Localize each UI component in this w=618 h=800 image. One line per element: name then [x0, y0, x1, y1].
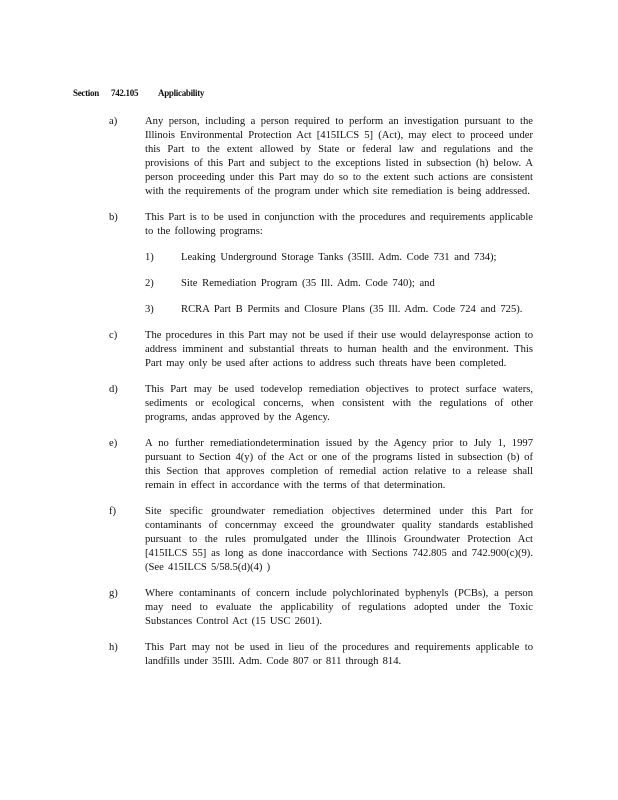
subsection-c	[0, 329, 618, 371]
program-number: 3)	[145, 304, 154, 315]
subsection-e	[0, 437, 618, 493]
subsection-f	[0, 505, 618, 575]
program-item	[0, 251, 618, 265]
subsection-letter: d)	[109, 384, 118, 395]
subsection-text: This Part may be used todevelop remediation objectives to protect surface waters, sediments or ecological concerns, when consistent with the regulations of other programs, andas approved by the Agency.	[145, 384, 533, 423]
subsection-b	[0, 211, 618, 317]
subsection-a	[0, 115, 618, 199]
subsection-list	[0, 115, 618, 681]
program-item	[0, 277, 618, 291]
subsection-letter: c)	[109, 330, 118, 341]
subsection-g	[0, 587, 618, 629]
subsection-d	[0, 383, 618, 425]
subsection-letter: b)	[109, 212, 118, 223]
subsection-text: This Part is to be used in conjunction with the procedures and requirements applicable to the following programs:	[145, 212, 533, 237]
program-text: Site Remediation Program (35 Ill. Adm. Code 740); and	[181, 278, 435, 289]
program-text: Leaking Underground Storage Tanks (35Ill. Adm. Code 731 and 734);	[181, 252, 497, 263]
program-number: 1)	[145, 252, 154, 263]
subsection-text: Where contaminants of concern include polychlorinated byphenyls (PCBs), a person may need to evaluate the applicability of regulations adopted under the Toxic Substances Control Act (15 USC 2601).	[145, 588, 533, 627]
subsection-letter: a)	[109, 116, 118, 127]
subsection-text: The procedures in this Part may not be used if their use would delayresponse action to address imminent and substantial threats to human health and the environment. This Part may only be used after actions to address such threats have been completed.	[145, 330, 533, 369]
subsection-text: Site specific groundwater remediation objectives determined under this Part for contaminants of concernmay exceed the groundwater quality standards established pursuant to the rules promulgated under the Illinois Groundwater Protection Act [415ILCS 55] as long as done inaccordance with Sections 742.805 and 742.900(c)(9). (See 415ILCS 5/58.5(d)(4) )	[145, 506, 533, 573]
subsection-letter: g)	[109, 588, 118, 599]
program-item	[0, 303, 618, 317]
subsection-text: A no further remediationdetermination issued by the Agency prior to July 1, 1997 pursuant to Section 4(y) of the Act or one of the programs listed in subsection (b) of this Section that approves completion of remedial action relative to a release shall remain in effect in accordance with the terms of that determination.	[145, 438, 533, 491]
subsection-text: Any person, including a person required to perform an investigation pursuant to the Illinois Environmental Protection Act [415ILCS 5] (Act), may elect to proceed under this Part to the extent allowed by State or federal law and regulations and the provisions of this Part and subject to the exceptions listed in subsection (h) below. A person proceeding under this Part may do so to the extent such actions are consistent with the requirements of the program under which site remediation is being addressed.	[145, 116, 533, 197]
subsection-letter: h)	[109, 642, 118, 653]
section-title: Applicability	[158, 88, 205, 98]
subsection-h	[0, 641, 618, 669]
subsection-letter: e)	[109, 438, 118, 449]
section-number: 742.105	[111, 88, 139, 98]
section-label: Section	[73, 88, 99, 98]
program-text: RCRA Part B Permits and Closure Plans (35 Ill. Adm. Code 724 and 725).	[181, 304, 523, 315]
subsection-text: This Part may not be used in lieu of the procedures and requirements applicable to landfills under 35Ill. Adm. Code 807 or 811 through 814.	[145, 642, 533, 667]
program-number: 2)	[145, 278, 154, 289]
program-list	[0, 251, 618, 317]
subsection-letter: f)	[109, 506, 117, 517]
section-header	[73, 88, 205, 98]
